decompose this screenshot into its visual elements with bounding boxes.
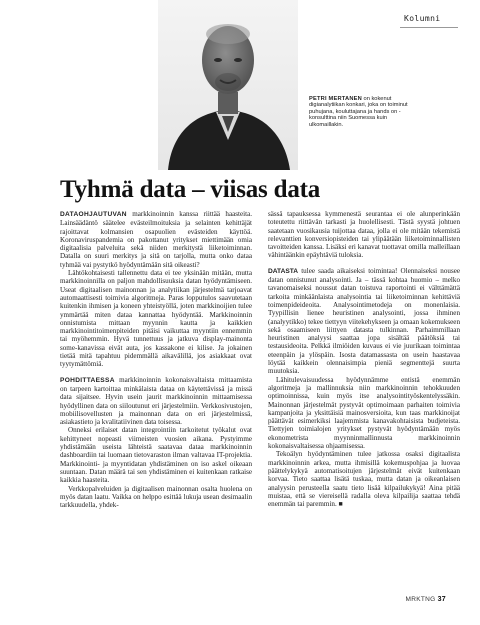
article-column-left bbox=[60, 210, 252, 582]
paragraph-text: markkinoinnin kokonaisvaltaista mittaamista on tarpeen kartoittaa minkälaista dataa on käytettävissä ja missä data sijaitsee. Hyvin usein jaurit markkinoinnin mittaamisessa hyödyllinen data on siiloutunut eri järjestelmiin. Verkkosivustojen, mobiilisovellusten ja mainonnan data on eri järjestelmissä, asiakastieto ja kvalitatiivinen data toisessa. bbox=[60, 375, 252, 427]
article-title: Tyhmä data – viisas data bbox=[60, 176, 321, 203]
paragraph-text: markkinoinnin kanssa riittää haasteita. Lainsäädäntö säätelee evästeilmoituksia ja selainten kehittäjät rajoittavat kolmansien osapuolien evästeiden käyttöä. Koronaviruspandemia on pakottanut yritykset miettimään omia digitaalisia palveluita sekä niiden merkitystä liiketoiminnan. Datalla on suuri merkitys ja sitä on tarjolla, mutta onko dataa tyhmää vai pystytkö hyödyntämään sitä oikeasti? bbox=[60, 210, 252, 269]
author-name: PETRI MERTANEN bbox=[309, 96, 362, 102]
paragraph-kicker: POHDITTAESSA bbox=[60, 376, 115, 384]
paragraph: Lähtökohtaisesti tallennettu data ei tee yksinään mitään, mutta markkinoinnilla on paljon mahdollisuuksia datan hyödyntämiseen. Useat digitaalisen mainonnan ja analytiikan järjestelmä tarjoavat automaattisesti toimivia algoritmeja. Paras lopputulos saavutetaan kuitenkin ihmisen ja koneen yhteistyöllä, joten markkinoijien tulee ymmärtää miten dataa kannattaa hyödyntää. Markkinoinnin onnistumista mittaan myynnin kautta ja kaikkien markkinointitoimenpiteiden pitäisi vaikuttaa myyntiin ennemmin tai myöhemmin. Hyvä tunnettuus ja jatkuva display-mainonta some-kanavissa eivät auta, jos kassakone ei kilise. Ja jokainen tietää mitä tapahtuu pidemmällä aikavälillä, jos asiakkaat ovat tyytymättömiä. bbox=[60, 269, 252, 369]
paragraph: Onneksi erilaiset datan integrointiin tarkoitetut työkalut ovat kehittyneet nopeasti viimeisten vuosien aikana. Pystyimme yhdistämään useista lähteistä saatavaa dataa markkinoinnin dashboardiin tai luomaan tietovaraston ilman valtavaa IT-projektia. Markkinointi- ja myyntidatan yhdistäminen on iso askel oikeaan suuntaan. Datan määrä tai sen yhdistäminen ei kuitenkaan ratkaise kaikkia haasteita. bbox=[60, 426, 252, 485]
paragraph: Lähitulevaisuudessa hyödynnämme entistä enemmän algoritmeja ja mallinnuksia niin markkinoinnin tehokkuuden optimoinnissa, kuin myös itse analysointityöskentelyssäkin. Mainonnan järjestelmät pystyvät optimoimaan parhaiten toimivia kampanjoita ja yksittäisiä mainosversioita, kun taas markkinoijat päättävät esimerkiksi laajemmista kanavakohtaisista budjeteista. Tiettyjen toimialojen yritykset pystyvät hyödyntämään myös ekonometrista myynninmallinnusta markkinoinnin kokonaisvaltaisessa ohjaamisessa. bbox=[268, 375, 460, 451]
author-bio: on kokenut digianalytiikan konkari, joka on toiminut puhujana, kouluttajana ja hands on -konsulttina niin Suomessa kuin ulkomaillakin. bbox=[309, 96, 408, 128]
article-column-right bbox=[268, 210, 460, 582]
paragraph bbox=[268, 450, 460, 508]
paragraph-kicker: DATAOHJAUTUVAN bbox=[60, 211, 127, 218]
section-label: Kolumni bbox=[404, 14, 441, 23]
paragraph: sässä tapauksessa kymmenestä seurantaa ei ole alunperinkään toteutettu riittävän tarkasti ja huolellisesti. Tästä syystä johtuen saatetaan vuosikausia tuijottaa dataa, jolla ei ole mitään tekemistä relevanttien konversiopisteiden tai ylipäätään liiketoiminnallisten tavoitteiden kanssa. Lisäksi eri kanavat tuottavat omilla malleillaan vähintäänkin epäyhtäviä tuloksia. bbox=[268, 210, 460, 260]
paragraph bbox=[60, 376, 252, 427]
article-body bbox=[60, 210, 460, 582]
paragraph-kicker: DATASTA bbox=[268, 267, 299, 275]
paragraph-text: Tekoälyn hyödyntäminen tulee jatkossa osaksi digitaalista markkinoinnin arkea, mutta ihmisillä kokemuspohjaa ja luovaa päättelykykyä automatisoitujen järjestelmät eivät kuitenkaan korvaa. Tieto saattaa lisätä tuskaa, mutta datan ja oikeanlaisen analyysin perusteella saatu tieto lisää kilpailukykyä! Aina pitää muistaa, että se viereisellä radalla oleva kilpailija saattaa tehdä enemmän tai paremmin. bbox=[268, 450, 460, 509]
page-footer bbox=[406, 596, 446, 603]
author-photo bbox=[158, 0, 298, 170]
section-divider bbox=[400, 27, 458, 28]
magazine-name: MRKTNG bbox=[405, 596, 436, 603]
page-number: 37 bbox=[437, 596, 446, 603]
paragraph-text: tulee saada aikaiseksi toimintaa! Olennaiseksi nousee datan onnistunut analysointi. Ja – tässä kohtaa huomio – melko tavanomaiseksi noussut datan toistuva raportointi ei välttämättä tarkoita minkäänlaista analysointia tai liiketoiminnan kehittäviä toimenpideideoita. Analysointimetodeja on monenlaisia. Tyypillisin lienee heuristinen analysointi, jossa ihminen (analyytikko) tekee tiettyyn viitekehykseen ja omaan kokemukseen sekä osaamiseen liittyen datasta tulkinnan. Parhaimmillaan heuristinen analyysi saattaa jopa sisältää päätöksiä tai testausideoita. Pelkkä ilmiöiden kuvaus ei vie juurikaan toimintaa eteenpäin ja ylöspäin. Isosta datamassasta on usein haastavaa löytää kaikkein olennaisimpia pieniä segmenttejä suurta muutoksia. bbox=[268, 266, 461, 376]
author-caption bbox=[309, 96, 414, 128]
author-portrait-image bbox=[158, 0, 298, 170]
paragraph bbox=[60, 210, 252, 269]
paragraph bbox=[268, 267, 460, 376]
paragraph: Verkkopalveluiden ja digitaalisen mainonnan osalta huolena on myös datan laatu. Vaikka on helppo esittää lukuja usean desimaalin tarkkuudella, yhdek- bbox=[60, 484, 252, 510]
end-mark: ■ bbox=[338, 500, 343, 509]
